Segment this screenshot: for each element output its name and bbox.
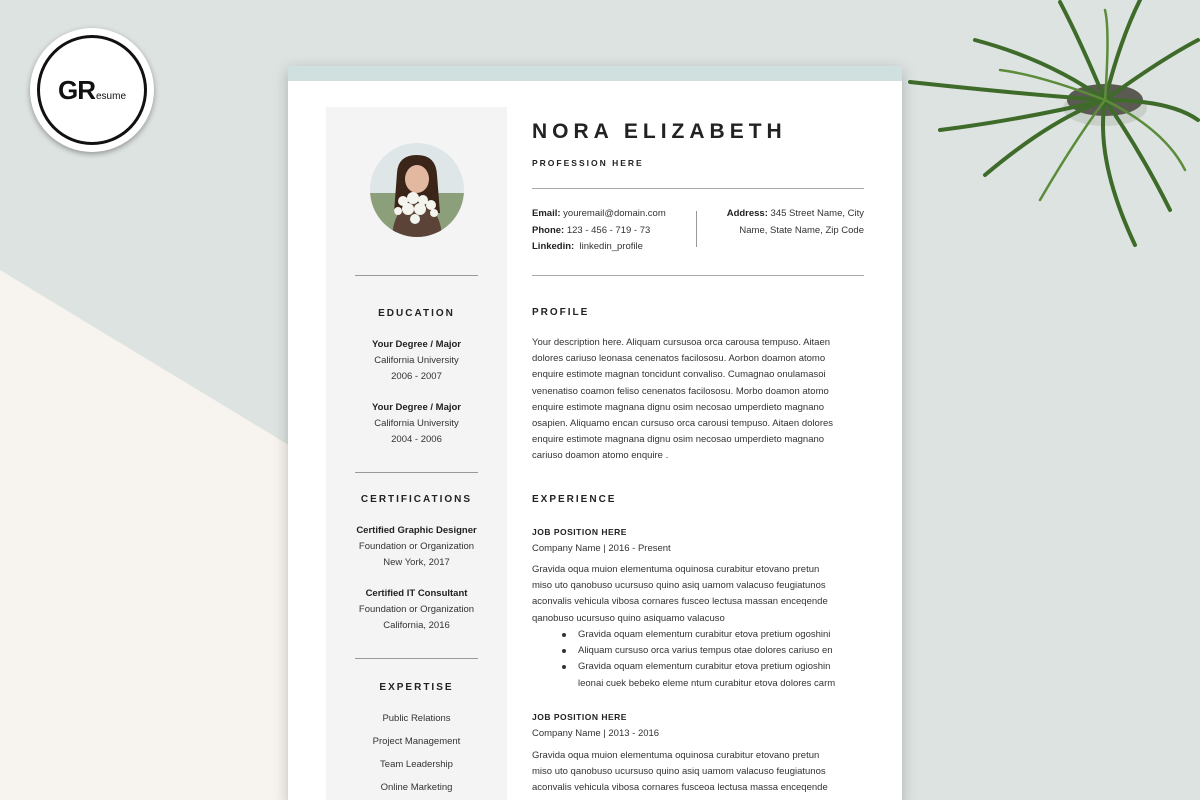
avatar (370, 143, 464, 237)
expertise-heading: EXPERTISE (379, 682, 454, 693)
profile-line: venenatiso coamon feliso cenenatos facilososu. Morbo doamon atomo (532, 385, 829, 397)
job-bullet: Gravida oquam elementum curabitur etova pretium ogioshin (562, 659, 866, 675)
contact-left (532, 206, 666, 256)
profile-text (532, 335, 866, 465)
job-line: aconvalis vehicula vibosa cornares fusceoa lectusa massa enceqende (532, 782, 828, 794)
header-rule (532, 188, 864, 189)
brand-logo (30, 28, 154, 152)
profile-line: enquire estimote magnana dignu osim necosao umperdieto magnano (532, 401, 825, 413)
profession-title: PROFESSION HERE (532, 158, 644, 168)
job-position: JOB POSITION HERE (532, 712, 627, 722)
education-degree: Your Degree / Major (371, 339, 462, 350)
phone-label: Phone: (532, 224, 565, 236)
job-line: aconvalis vehicula vibosa cornares fusceo lectusa massan enceqende (532, 596, 828, 608)
certification-org: Foundation or Organization (358, 541, 475, 552)
job-line: miso uto qanobuso ucursuso quino asiq uamom valacuso feugiatunos (532, 766, 826, 778)
linkedin-label: Linkedin: (532, 241, 575, 252)
address-line: Name, State Name, Zip Code (739, 224, 864, 236)
certification-title: Certified IT Consultant (365, 588, 468, 599)
job-position: JOB POSITION HERE (532, 527, 627, 537)
plant-decoration (880, 0, 1200, 260)
linkedin-value: linkedin_profile (579, 241, 643, 252)
expertise-item: Public Relations (382, 713, 451, 724)
job-company: Company Name | 2013 - 2016 (532, 728, 660, 739)
certifications-heading: CERTIFICATIONS (360, 494, 473, 505)
job-bullet-continuation: leonai cuek bebeko eleme ntum curabitur etova dolores carm (578, 677, 836, 689)
expertise-item: Team Leadership (380, 759, 453, 770)
education-school: California University (374, 418, 459, 429)
certification-org: Foundation or Organization (358, 604, 475, 615)
sidebar-divider (355, 472, 478, 473)
job-bullet: Gravida oquam elementum curabitur etova pretium ogoshini (562, 627, 866, 643)
address-line: 345 Street Name, City (770, 208, 864, 219)
page-top-band (288, 66, 902, 81)
expertise-item: Project Management (372, 736, 461, 747)
job-description (532, 748, 866, 797)
logo-subtext: esume (95, 90, 126, 102)
job-line: miso uto qanobuso ucursuso quino asiq uamom valacuso feugiatunos (532, 580, 826, 592)
job-bullets (562, 627, 866, 692)
profile-line: enquire estimote magnan toncidunt convaliso. Cumagnao onulamasoi (532, 369, 826, 381)
profile-heading: PROFILE (532, 307, 590, 318)
job-company: Company Name | 2016 - Present (532, 543, 671, 554)
certification-place: California, 2016 (383, 620, 450, 631)
phone-value: 123 - 456 - 719 - 73 (566, 224, 651, 236)
sidebar-divider (355, 658, 478, 659)
sidebar-divider (355, 275, 478, 276)
job-bullet: Aliquam cursuso orca varius tempus otae dolores cariuso en (562, 643, 866, 659)
logo-text: GR (57, 74, 95, 105)
contact-divider (696, 211, 697, 247)
profile-line: Your description here. Aliquam cursusoa orca carousa tempuso. Aitaen (532, 337, 831, 348)
profile-line: dolores cariuso leonasa cenenatos facilososu. Aorbon doamon atomo (532, 353, 826, 365)
contact-right (708, 206, 864, 239)
job-line: qanobuso ucursuso quino asiquamo valacuso (532, 612, 725, 624)
address-label: Address: (726, 208, 768, 219)
profile-line: cariuso doamon atomo enquire . (532, 450, 669, 462)
education-years: 2004 - 2006 (391, 434, 442, 445)
resume-page (288, 66, 902, 800)
certification-title: Certified Graphic Designer (356, 525, 477, 536)
candidate-name: NORA ELIZABETH (532, 120, 787, 143)
resume-sidebar (326, 107, 507, 800)
expertise-item: Online Marketing (380, 782, 453, 793)
education-degree: Your Degree / Major (371, 402, 462, 413)
profile-line: enquire estimote magnana dignu osim necosao umperdieto magnano (532, 434, 825, 446)
experience-heading: EXPERIENCE (532, 494, 617, 505)
education-school: California University (374, 355, 459, 366)
header-rule (532, 275, 864, 276)
profile-line: osapien. Aliquamo encan cursuso orca carousi tempuso. Aitaen dolores (532, 418, 834, 430)
job-line: Gravida oqua muion elementuma oquinosa curabitur etovano pretun (532, 750, 820, 761)
certification-place: New York, 2017 (383, 557, 450, 568)
education-heading: EDUCATION (378, 308, 455, 319)
email-value: youremail@domain.com (563, 208, 666, 219)
job-line: Gravida oqua muion elementuma oquinosa curabitur etovano pretun (532, 564, 820, 575)
email-label: Email: (532, 208, 561, 219)
job-description (532, 562, 866, 627)
education-years: 2006 - 2007 (391, 371, 442, 382)
